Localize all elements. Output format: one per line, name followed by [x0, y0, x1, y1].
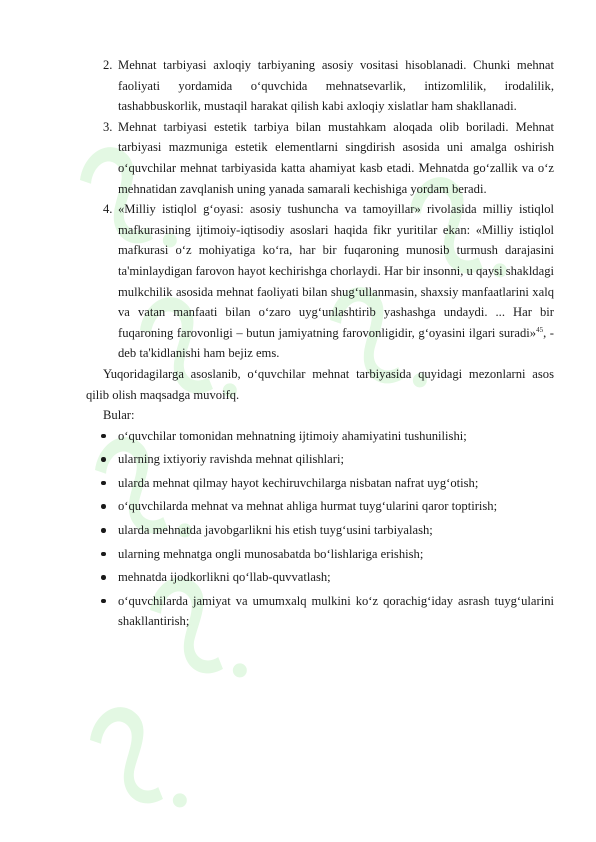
bullet-icon [101, 575, 106, 580]
bullet-text: ularning ixtiyoriy ravishda mehnat qilishlari; [118, 452, 344, 467]
bullet-item [86, 591, 554, 632]
bullet-icon [101, 599, 106, 604]
list-item [86, 55, 554, 117]
bullet-icon [101, 528, 106, 533]
bullet-text: o‘quvchilar tomonidan mehnatning ijtimoiy ahamiyatini tushunilishi; [118, 428, 467, 443]
bullet-text: ularning mehnatga ongli munosabatda bo‘lishlariga erishish; [118, 546, 424, 561]
list-item [86, 199, 554, 364]
item-number: 4. [103, 202, 113, 217]
item-number: 3. [103, 119, 113, 134]
bullet-text: ularda mehnatda javobgarlikni his etish tuyg‘usini tarbiyalash; [118, 523, 433, 538]
bullet-icon [101, 481, 106, 486]
item-text: Mehnat tarbiyasi axloqiy tarbiyaning asosiy vositasi hisoblanadi. Chunki mehnat faoliyati yordamida o‘quvchida mehnatsevarlik, intizomlilik, irodalilik, tashabbuskorlik, mustaqil harakat qilish kabi axloqiy xislatlar ham shakllanadi. [118, 58, 554, 114]
bullet-icon [101, 504, 106, 509]
bullet-item [86, 473, 554, 494]
bullet-list [86, 426, 554, 632]
bullet-text: mehnatda ijodkorlikni qo‘llab-quvvatlash; [118, 570, 331, 585]
item-number: 2. [103, 58, 113, 72]
footnote-marker[interactable]: 45 [536, 325, 544, 334]
bullet-text: o‘quvchilarda mehnat va mehnat ahliga hurmat tuyg‘ularini qaror toptirish; [118, 499, 498, 514]
bullet-icon [101, 434, 106, 439]
page-content [86, 55, 554, 635]
bullet-item [86, 544, 554, 565]
item-text: Mehnat tarbiyasi estetik tarbiya bilan mustahkam aloqada olib boriladi. Mehnat tarbiyasi mazmuniga estetik elementlarni singdirish asosida uni amalga oshirish o‘quvchilar mehnat tarbiyasida katta ahamiyat kasb etadi. Mehnatda go‘zallik va o‘z mehnatidan zavqlanish uning yanada samarali kechishiga yordam beradi. [118, 119, 554, 196]
numbered-list [86, 55, 554, 364]
bullet-text: o‘quvchilarda jamiyat va umumxalq mulkini ko‘z qorachig‘iday asrash tuyg‘ularini shakllantirish; [118, 593, 554, 629]
bullet-icon [101, 552, 106, 557]
list-intro: Bular: [103, 408, 135, 423]
bullet-item [86, 567, 554, 588]
item-text: «Milliy istiqlol g‘oyasi: asosiy tushuncha va tamoyillar» rivolasida milliy istiqlol mafkurasining ijtimoiy-iqtisodiy asoslari haqida fikr yuritilar ekan: «Milliy istiqlol mafkurasi o‘z mohiyatiga ko‘ra, har bir fuqaroning munosib turmush darajasini ta'minlaydigan farovon hayot kechirishga chorlaydi. Har bir insonni, u qaysi shakldagi mulkchilik asosida mehnat faoliyati bilan shug‘ullanmasin, shaxsiy manfaatlarini xalq va vatan manfaati bilan o‘zaro uyg‘unlashtirib yashashga undaydi. ... Har bir fuqaroning farovonligi – butun jamiyatning farovonligidir, g‘oyasini ilgari suradi» [118, 202, 554, 340]
bullet-item [86, 496, 554, 517]
bullet-item [86, 520, 554, 541]
summary-paragraph: Yuqoridagilarga asoslanib, o‘quvchilar mehnat tarbiyasida quyidagi mezonlarni asos qilib olish maqsadga muvoifq. [86, 366, 554, 402]
bullet-icon [101, 457, 106, 462]
watermark-mark [79, 698, 202, 829]
bullet-text: ularda mehnat qilmay hayot kechiruvchilarga nisbatan nafrat uyg‘otish; [118, 475, 479, 490]
list-item [86, 117, 554, 199]
bullet-item [86, 449, 554, 470]
item-tail-text: , - deb ta'kidlanishi ham bejiz ems. [118, 325, 554, 361]
bullet-item [86, 426, 554, 447]
